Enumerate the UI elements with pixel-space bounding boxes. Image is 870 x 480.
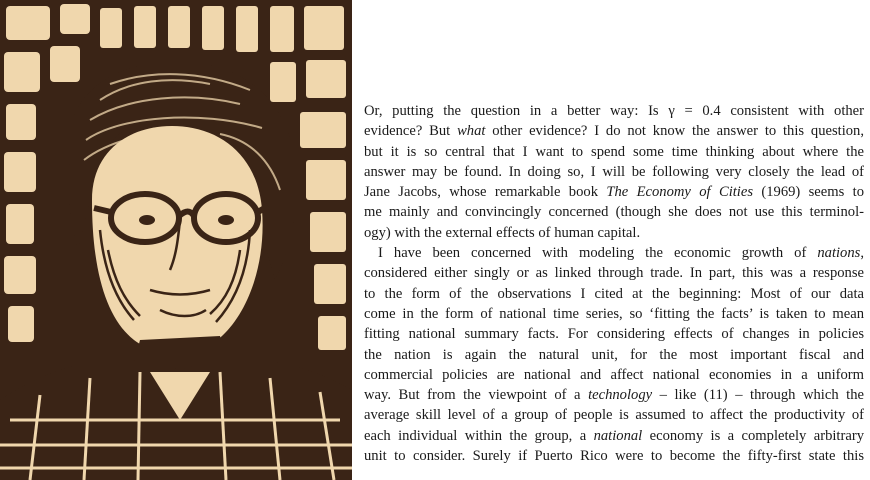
paragraph-1 (364, 101, 864, 243)
text-line: commercial policies are national and affect national economies in a uniform (364, 366, 864, 383)
text-line: Jane Jacobs, whose remarkable book The Economy of Cities (1969) seems to (364, 184, 864, 201)
woodcut-portrait (0, 0, 352, 480)
text-line: fitting national summary facts. For considering effects of changes in policies (364, 326, 864, 343)
text-line: average skill level of a group of people is assumed to affect the productivity of (364, 407, 864, 424)
text-line: I have been concerned with modeling the economic growth of nations, (378, 245, 864, 262)
text-line: answer may be found. In doing so, I will be following very closely the lead of (364, 163, 864, 180)
text-line: the nation is again the natural unit, for the most important fiscal and (364, 346, 864, 363)
text-line: considered either singly or as linked through trade. In part, this was a response (364, 265, 864, 282)
text-line: Or, putting the question in a better way: Is γ = 0.4 consistent with other (364, 103, 865, 119)
text-line: each individual within the group, a national economy is a completely arbitrary (364, 427, 864, 444)
text-line: me mainly and convincingly concerned (though she does not use this terminol- (364, 204, 864, 221)
woodcut-portrait-svg (0, 0, 352, 480)
text-line: unit to consider. Surely if Puerto Rico were to become the fifty-first state this (364, 448, 864, 465)
text-line: way. But from the viewpoint of a technology – like (11) – through which the (364, 387, 864, 404)
text-line: evidence? But what other evidence? I do not know the answer to this question, (364, 123, 864, 140)
text-line: to the form of the observations I cited at the beginning: Most of our data (364, 285, 864, 302)
text-line: come in the form of national time series, so ‘fitting the facts’ is taken to mean (364, 305, 864, 322)
article-text (364, 101, 864, 466)
text-line: ogy) with the external effects of human capital. (364, 224, 641, 241)
paragraph-2 (364, 243, 864, 466)
text-line: but it is so central that I want to spend some time thinking about where the (364, 143, 864, 160)
